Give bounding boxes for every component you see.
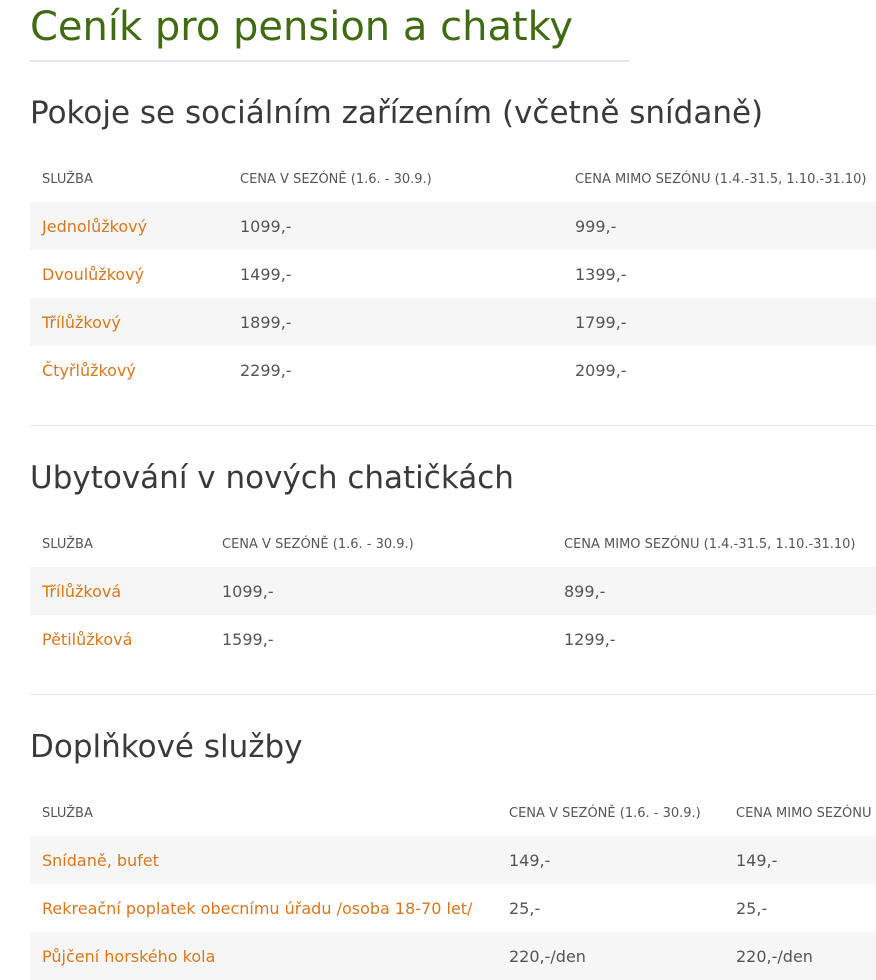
season-price: 25,- [509,898,541,918]
service-link[interactable]: Snídaně, bufet [30,836,497,884]
service-link[interactable]: Půjčení horského kola [30,932,497,980]
table-row [30,567,876,615]
table-row [30,932,876,980]
col-header-service: SLUŽBA [42,171,93,187]
offseason-price: 2099,- [575,360,627,380]
season-price: 2299,- [240,360,292,380]
table-row [30,298,876,346]
offseason-price: 999,- [563,202,876,250]
section-title-rooms: Pokoje se sociálním zařízením (včetně snídaně) [30,95,764,131]
service-link[interactable]: Dvoulůžkový [42,264,145,284]
service-link[interactable]: Jednolůžkový [30,202,228,250]
col-header-service: SLUŽBA [42,536,93,552]
table-row [30,250,876,298]
table-row [30,836,876,884]
season-price: 1099,- [228,202,563,250]
table-row [30,615,876,663]
offseason-price: 149,- [724,836,876,884]
section-title-cabins: Ubytování v nových chatičkách [30,460,514,496]
col-header-offseason-price: CENA MIMO SEZÓNU (1.4.-31.5, 1.10.-31.10) [575,171,867,187]
season-price: 1899,- [228,298,563,346]
table-row [30,202,876,250]
service-link[interactable]: Třílůžkový [30,298,228,346]
offseason-price: 1799,- [563,298,876,346]
season-price: 1099,- [210,567,552,615]
season-price: 149,- [497,836,724,884]
extras-price-table [30,790,876,980]
col-header-season-price: CENA V SEZÓNĚ (1.6. - 30.9.) [222,536,414,552]
page-title: Ceník pro pension a chatky [30,0,630,62]
offseason-price: 25,- [736,898,768,918]
table-row [30,884,876,932]
table-header-row [30,790,876,836]
col-header-offseason-price: CENA MIMO SEZÓNU (1.4.-31.5, 1.10.-31.10) [564,536,856,552]
season-price: 220,-/den [497,932,724,980]
col-header-offseason-price: CENA MIMO SEZÓNU [736,805,872,821]
col-header-service: SLUŽBA [42,805,93,821]
offseason-price: 220,-/den [724,932,876,980]
table-header-row [30,521,876,567]
section-divider [30,694,876,695]
section-divider [30,425,876,426]
col-header-season-price: CENA V SEZÓNĚ (1.6. - 30.9.) [240,171,432,187]
service-link[interactable]: Čtyřlůžkový [42,360,136,380]
offseason-price: 1399,- [575,264,627,284]
col-header-season-price: CENA V SEZÓNĚ (1.6. - 30.9.) [509,805,701,821]
service-link[interactable]: Rekreační poplatek obecnímu úřadu /osoba 18-70 let/ [42,898,473,918]
rooms-price-table [30,156,876,394]
table-row [30,346,876,394]
cabins-price-table [30,521,876,663]
offseason-price: 1299,- [564,629,616,649]
service-link[interactable]: Třílůžková [30,567,210,615]
service-link[interactable]: Pětilůžková [42,629,133,649]
season-price: 1599,- [222,629,274,649]
offseason-price: 899,- [552,567,876,615]
table-header-row [30,156,876,202]
section-title-extras: Doplňkové služby [30,729,303,765]
season-price: 1499,- [240,264,292,284]
